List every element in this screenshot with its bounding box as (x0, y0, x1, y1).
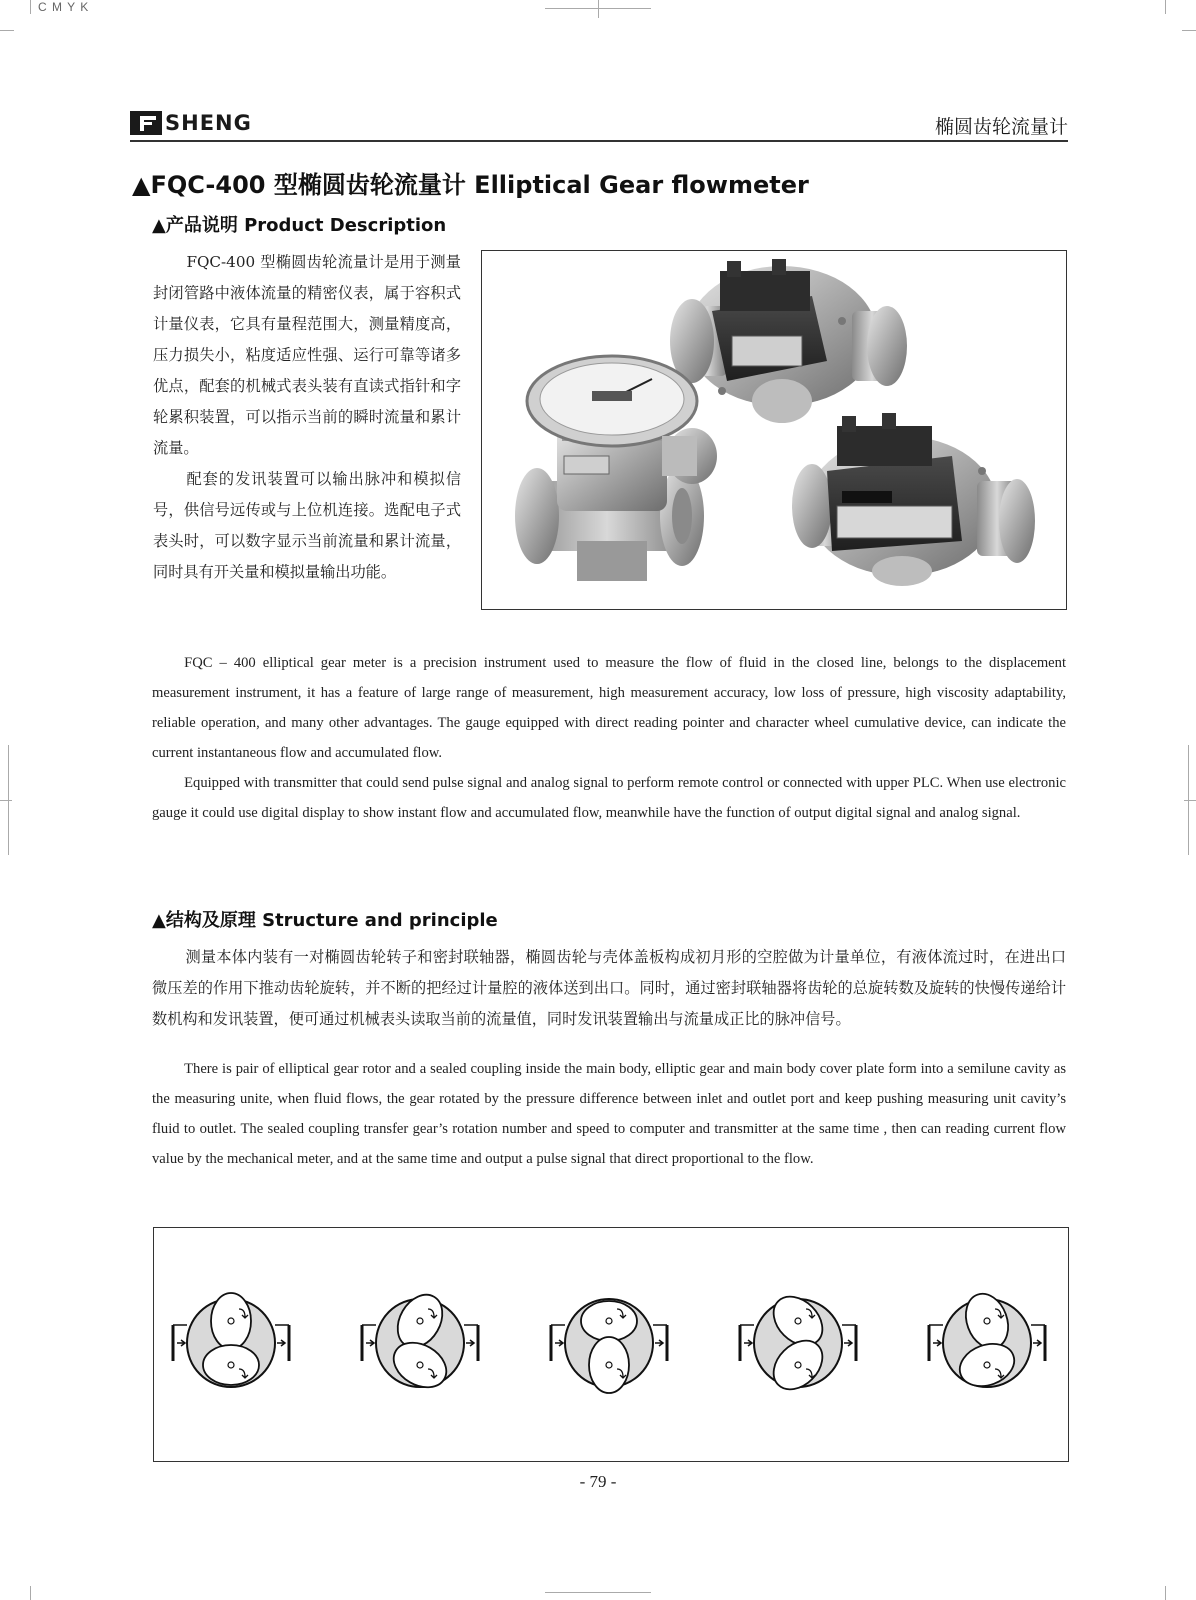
product-photo (481, 250, 1067, 610)
product-description-cn (153, 247, 461, 588)
product-description-en (152, 648, 1066, 828)
mechanical-meter-left (515, 356, 717, 581)
cn-paragraph: 配套的发讯装置可以输出脉冲和模拟信号，供信号远传或与上位机连接。选配电子式表头时，可以数字显示当前流量和累计流量，同时具有开关量和模拟量输出功能。 (153, 470, 461, 581)
flow-arrow-icon (933, 1340, 941, 1346)
page-title: ▲FQC-400 型椭圆齿轮流量计 Elliptical Gear flowmeter (132, 171, 809, 199)
working-principle-diagram (153, 1227, 1069, 1462)
gear-axis-icon (228, 1318, 234, 1324)
gear-stage-3 (551, 1299, 667, 1393)
en-paragraph: FQC – 400 elliptical gear meter is a precision instrument used to measure the flow of fluid in the closed line, belongs to the displacement measurement instrument, it has a feature of large range of measurement, high measurement accuracy, low loss of pressure, high viscosity adaptability, reliable operation, and many other advantages. The gauge equipped with direct reading pointer and character wheel cumulative device, can indicate the current instantaneous flow and accumulated flow. (152, 655, 1066, 761)
structure-heading: ▲结构及原理 Structure and principle (152, 910, 498, 931)
gear-axis-icon (606, 1318, 612, 1324)
product-description-heading: ▲产品说明 Product Description (152, 215, 447, 236)
registration-mark (0, 800, 12, 801)
page-number: - 79 - (579, 1472, 617, 1491)
header-product-title: 椭圆齿轮流量计 (934, 116, 1068, 138)
registration-mark (598, 0, 599, 18)
crop-mark (1165, 0, 1166, 14)
logo-mark-icon (130, 111, 162, 135)
structure-cn (152, 942, 1066, 1035)
cn-paragraph: FQC-400 型椭圆齿轮流量计是用于测量封闭管路中液体流量的精密仪表，属于容积式计量仪表，它具有量程范围大，测量精度高，压力损失小，粘度适应性强、运行可靠等诸多优点，配套的机械式表头装有直读式指针和字轮累积装置，可以指示当前的瞬时流量和累计流量。 (153, 253, 461, 457)
gear-axis-icon (417, 1318, 423, 1324)
flow-arrow-icon (1033, 1340, 1041, 1346)
gear-axis-icon (417, 1362, 423, 1368)
cn-paragraph: 测量本体内装有一对椭圆齿轮转子和密封联轴器，椭圆齿轮与壳体盖板构成初月形的空腔做为计量单位，有液体流过时，在进出口微压差的作用下推动齿轮旋转，并不断的把经过计量腔的液体送到出口。同时，通过密封联轴器将齿轮的总旋转数及旋转的快慢传递给计数机构和发讯装置，便可通过机械表头读取当前的流量值，同时发讯装置输出与流量成正比的脉冲信号。 (152, 948, 1066, 1028)
gear-axis-icon (228, 1362, 234, 1368)
flow-arrow-icon (844, 1340, 852, 1346)
flow-arrow-icon (177, 1340, 185, 1346)
gear-stage-2 (362, 1287, 478, 1397)
crop-mark (30, 1586, 31, 1600)
gear-stage-4 (740, 1287, 856, 1399)
flow-arrow-icon (466, 1340, 474, 1346)
logo-text: SHENG (165, 111, 252, 135)
registration-mark (1184, 800, 1196, 801)
crop-mark (30, 0, 31, 14)
gear-rotation-stages (154, 1228, 1068, 1461)
registration-mark (1188, 745, 1189, 855)
flow-arrow-icon (655, 1340, 663, 1346)
crop-mark (0, 30, 14, 31)
en-paragraph: Equipped with transmitter that could send pulse signal and analog signal to perform remote control or connected with upper PLC. When use electronic gauge it could use digital display to show instant flow and accumulated flow, meanwhile have the function of output digital signal and analog signal. (152, 775, 1066, 821)
header-divider (130, 140, 1068, 142)
registration-mark (545, 1592, 651, 1593)
gear-stage-1 (173, 1293, 289, 1387)
gear-axis-icon (795, 1318, 801, 1324)
company-logo (130, 110, 252, 136)
en-paragraph: There is pair of elliptical gear rotor and a sealed coupling inside the main body, elliptic gear and main body cover plate form into a semilune cavity as the measuring unite, when fluid flows, the gear rotated by the pressure difference between inlet and outlet port and keep pushing measuring unit cavity’s fluid to outlet. The sealed coupling transfer gear’s rotation number and speed to computer and transmitter at the same time , then can reading current flow value by the mechanical meter, and at the same time and output a pulse signal that direct proportional to the flow. (152, 1061, 1066, 1167)
gear-stage-5 (929, 1288, 1045, 1394)
crop-mark (1182, 30, 1196, 31)
flow-arrow-icon (366, 1340, 374, 1346)
print-color-mark: C M Y K (38, 0, 90, 14)
crop-mark (1165, 1586, 1166, 1600)
gear-axis-icon (606, 1362, 612, 1368)
structure-en (152, 1054, 1066, 1174)
gear-axis-icon (795, 1362, 801, 1368)
electronic-meter-bottom (792, 413, 1035, 586)
gear-axis-icon (984, 1362, 990, 1368)
flowmeter-photo-illustration (482, 251, 1066, 609)
flow-arrow-icon (744, 1340, 752, 1346)
flow-arrow-icon (555, 1340, 563, 1346)
electronic-meter-top (670, 259, 907, 423)
gear-axis-icon (984, 1318, 990, 1324)
flow-arrow-icon (277, 1340, 285, 1346)
registration-mark (8, 745, 9, 855)
